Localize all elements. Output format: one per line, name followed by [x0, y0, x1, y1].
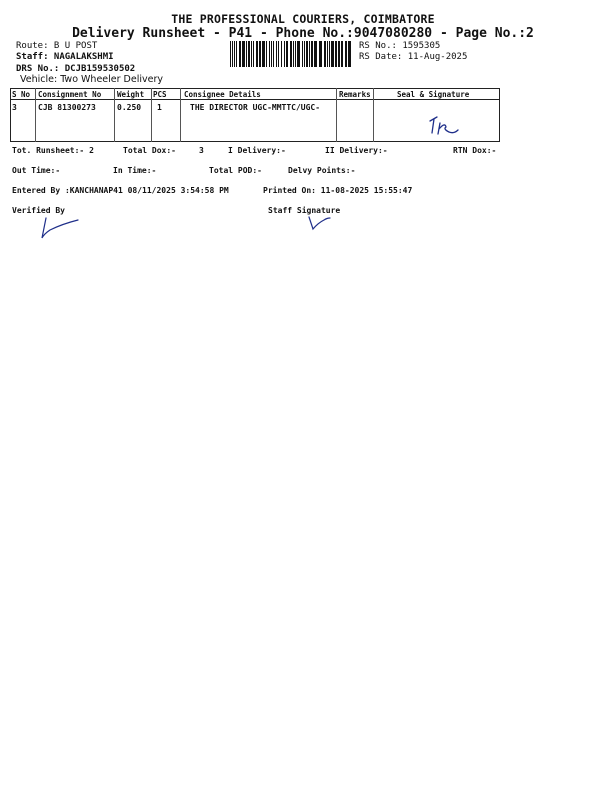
table-col-divider [151, 88, 152, 142]
printed-on: Printed On: 11-08-2025 15:55:47 [263, 186, 413, 195]
out-time: Out Time:- [12, 166, 61, 175]
col-header-weight: Weight [117, 90, 145, 99]
cell-consignee: THE DIRECTOR UGC-MMTTC/UGC- [190, 103, 321, 112]
total-pod: Total POD:- [209, 166, 262, 175]
col-header-remarks: Remarks [339, 90, 371, 99]
table-col-divider [114, 88, 115, 142]
table-col-divider [336, 88, 337, 142]
cell-weight: 0.250 [117, 103, 142, 112]
staff-label: Staff: NAGALAKSHMI [16, 52, 114, 62]
table-col-divider [180, 88, 181, 142]
total-dox-value: 3 [199, 146, 204, 155]
col-header-consignee: Consignee Details [184, 90, 261, 99]
in-time: In Time:- [113, 166, 157, 175]
col-header-pcs: PCS [153, 90, 167, 99]
i-delivery: I Delivery:- [228, 146, 286, 155]
tot-runsheet: Tot. Runsheet:- 2 [12, 146, 94, 155]
verifier-signature-image [32, 214, 84, 242]
cell-consignment: CJB 81300273 [38, 103, 96, 112]
rs-date: RS Date: 11-Aug-2025 [359, 52, 468, 62]
total-dox-label: Total Dox:- [123, 146, 176, 155]
col-header-sno: S No [12, 90, 31, 99]
rtn-dox: RTN Dox:- [453, 146, 497, 155]
cell-pcs: 1 [157, 103, 162, 112]
verified-by-label: Verified By [12, 206, 65, 215]
vehicle-label: Vehicle: Two Wheeler Delivery [20, 74, 163, 85]
company-title: THE PROFESSIONAL COURIERS, COIMBATORE [171, 12, 435, 26]
entered-by: Entered By :KANCHANAP41 08/11/2025 3:54:58 PM [12, 186, 229, 195]
staff-signature-image [306, 214, 334, 232]
table-col-divider [373, 88, 374, 142]
rs-number: RS No.: 1595305 [359, 41, 441, 51]
col-header-seal: Seal & Signature [397, 90, 470, 99]
ii-delivery: II Delivery:- [325, 146, 388, 155]
barcode-image [229, 41, 352, 67]
staff-signature-label: Staff Signature [268, 206, 341, 215]
drs-number: DRS No.: DCJB159530502 [16, 64, 136, 74]
table-header-divider [10, 99, 500, 100]
table-col-divider [35, 88, 36, 142]
delvy-points: Delvy Points:- [288, 166, 356, 175]
route-label: Route: B U POST [16, 41, 98, 51]
cell-sno: 3 [12, 103, 17, 112]
runsheet-title: Delivery Runsheet - P41 - Phone No.:9047080280 - Page No.:2 [72, 26, 534, 41]
col-header-consignment: Consignment No [38, 90, 102, 99]
receiver-signature-image [428, 113, 464, 137]
